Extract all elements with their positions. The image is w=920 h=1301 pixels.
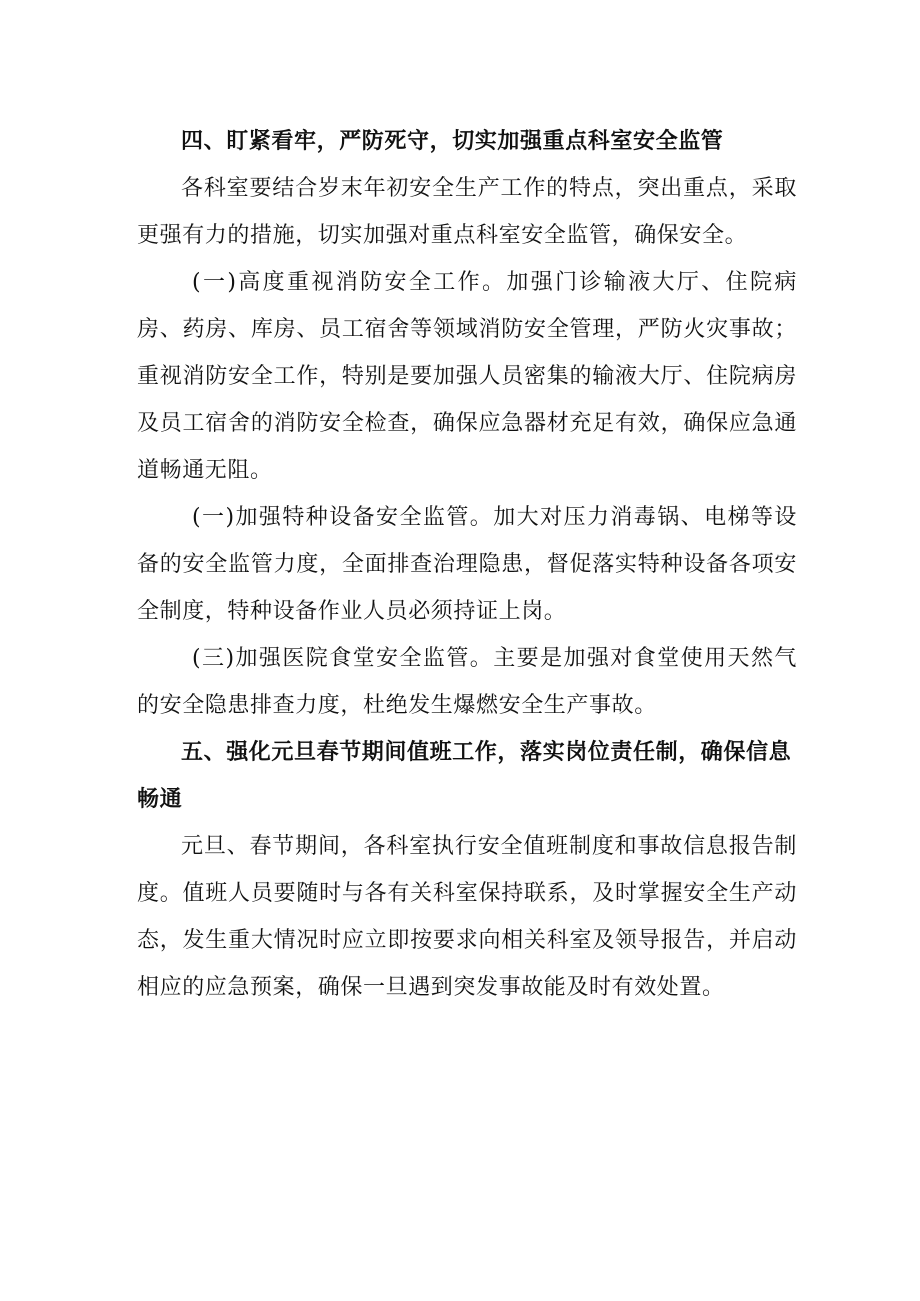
section-4-item-1: (一)高度重视消防安全工作。加强门诊输液大厅、住院病房、药房、库房、员工宿舍等领域消防安全管理，严防火灾事故；重视消防安全工作，特别是要加强人员密集的输液大厅、住院病房及员工宿舍的消防安全检查，确保应急器材充足有效，确保应急通道畅通无阻。 [137, 270, 797, 483]
document-body [137, 118, 797, 1011]
section-5-body: 元旦、春节期间，各科室执行安全值班制度和事故信息报告制度。值班人员要随时与各有关科室保持联系，及时掌握安全生产动态，发生重大情况时应立即按要求向相关科室及领导报告，并启动相应的应急预案，确保一旦遇到突发事故能及时有效处置。 [137, 834, 797, 1000]
section-5-heading: 五、强化元旦春节期间值班工作，落实岗位责任制，确保信息畅通 [137, 740, 792, 812]
section-4-item-3: (三)加强医院食堂安全监管。主要是加强对食堂使用天然气的安全隐患排查力度，杜绝发生爆燃安全生产事故。 [137, 646, 797, 718]
section-4-item-2: (一)加强特种设备安全监管。加大对压力消毒锅、电梯等设备的安全监管力度，全面排查治理隐患，督促落实特种设备各项安全制度，特种设备作业人员必须持证上岗。 [137, 505, 797, 624]
section-4-intro: 各科室要结合岁末年初安全生产工作的特点，突出重点，采取更强有力的措施，切实加强对重点科室安全监管，确保安全。 [137, 176, 797, 248]
section-4-heading: 四、盯紧看牢，严防死守，切实加强重点科室安全监管 [181, 129, 724, 154]
